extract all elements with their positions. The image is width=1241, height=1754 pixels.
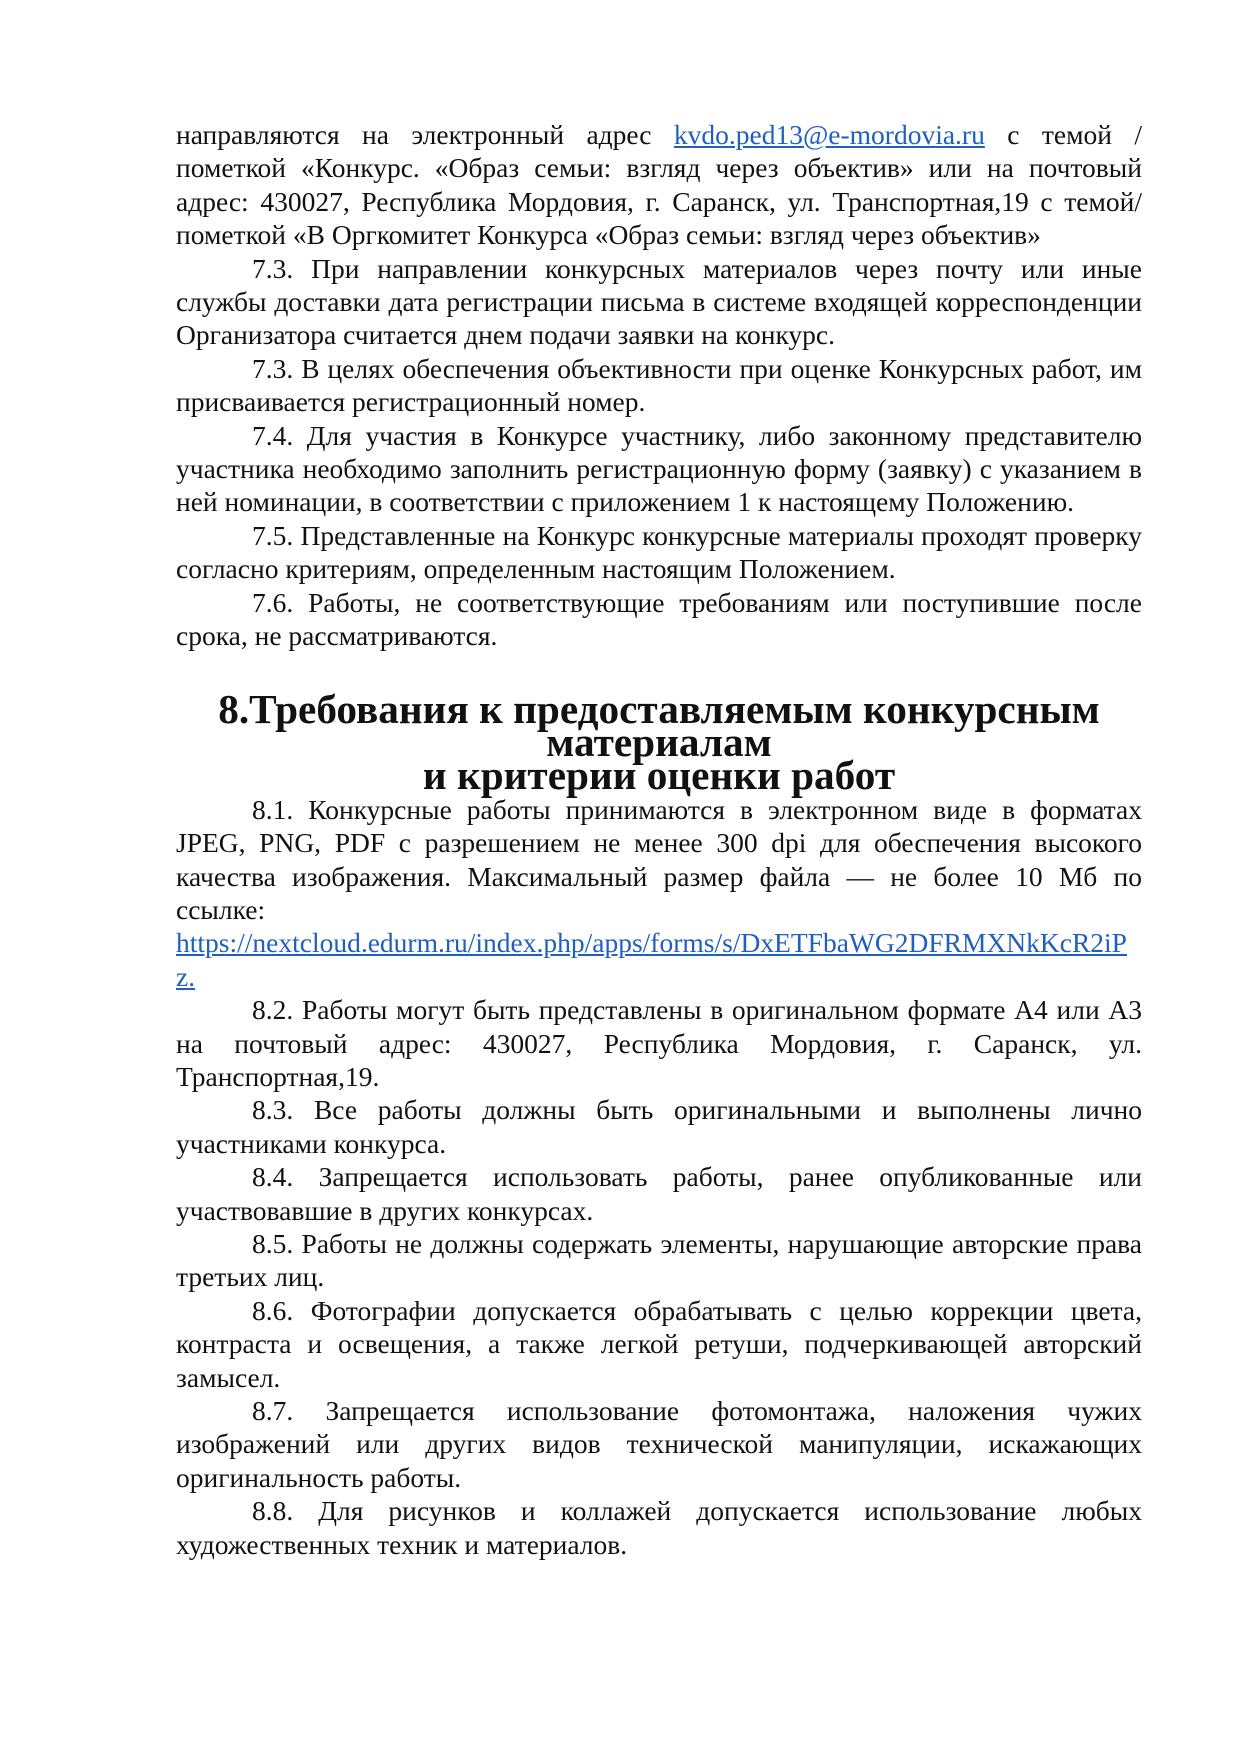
paragraph-7-3a: 7.3. При направлении конкурсных материалов через почту или иные службы доставки дата регистрации письма в системе входящей корреспонденции Организатора считается днем подачи заявки на конкурс. <box>176 252 1142 351</box>
paragraph-7-4: 7.4. Для участия в Конкурсе участнику, либо законному представителю участника необходимо заполнить регистрационную форму (заявку) с указанием в ней номинации, в соответствии с приложением 1 к настоящему Положению. <box>176 419 1142 518</box>
paragraph-7-5: 7.5. Представленные на Конкурс конкурсные материалы проходят проверку согласно критериям, определенным настоящим Положением. <box>176 519 1142 585</box>
paragraph-8-6: 8.6. Фотографии допускается обрабатывать с целью коррекции цвета, контраста и освещения, а также легкой ретуши, подчеркивающей авторский замысел. <box>176 1294 1142 1393</box>
paragraph-8-1 <box>176 793 1142 927</box>
paragraph-8-1-text: 8.1. Конкурсные работы принимаются в электронном виде в форматах JPEG, PNG, PDF с разрешением не менее 300 dpi для обеспечения высокого качества изображения. Максимальный размер файла — не более 10 Мб по ссылке: <box>176 793 1142 925</box>
intro-text-before-email: направляются на электронный адрес <box>176 119 674 150</box>
paragraph-8-4: 8.4. Запрещается использовать работы, ранее опубликованные или участвовавшие в других конкурсах. <box>176 1161 1142 1226</box>
paragraph-8-3: 8.3. Все работы должны быть оригинальными и выполнены лично участниками конкурса. <box>176 1094 1142 1159</box>
section-8-heading <box>176 653 1142 799</box>
paragraph-8-7: 8.7. Запрещается использование фотомонтажа, наложения чужих изображений или других видов технической манипуляции, искажающих оригинальность работы. <box>176 1395 1142 1493</box>
intro-paragraph <box>176 118 1142 252</box>
paragraph-7-3b: 7.3. В целях обеспечения объективности при оценке Конкурсных работ, им присваивается регистрационный номер. <box>176 352 1142 418</box>
section-8-heading-line-2: и критерии оценки работ <box>422 752 896 799</box>
paragraph-8-2: 8.2. Работы могут быть представлены в оригинальном формате А4 или А3 на почтовый адрес: 430027, Республика Мордовия, г. Саранск, ул. Транспортная,19. <box>176 994 1142 1092</box>
section-8-heading-line-1: 8.Требования к предоставляемым конкурсным материалам <box>218 685 1100 765</box>
email-link[interactable]: kvdo.ped13@e-mordovia.ru <box>673 119 985 150</box>
paragraph-7-6: 7.6. Работы, не соответствующие требованиям или поступившие после срока, не рассматриваются. <box>176 586 1142 652</box>
form-link[interactable]: https://nextcloud.edurm.ru/index.php/apps/forms/s/DxETFbaWG2DFRMXNkKcR2iPz. <box>176 927 1127 992</box>
document-page <box>176 118 1142 1561</box>
paragraph-8-1-link-line <box>176 926 1142 993</box>
paragraph-8-8: 8.8. Для рисунков и коллажей допускается использование любых художественных техник и материалов. <box>176 1495 1142 1560</box>
intro-text-after-email: с темой / пометкой «Конкурс. «Образ семьи: взгляд через объектив» или на почтовый адрес: 430027, Республика Мордовия, г. Саранск, ул. Транспортная,19 с темой/пометкой «В Оргкомитет Конкурса «Образ семьи: взгляд через объектив» <box>176 119 1142 251</box>
paragraph-8-5: 8.5. Работы не должны содержать элементы, нарушающие авторские права третьих лиц. <box>176 1228 1142 1293</box>
